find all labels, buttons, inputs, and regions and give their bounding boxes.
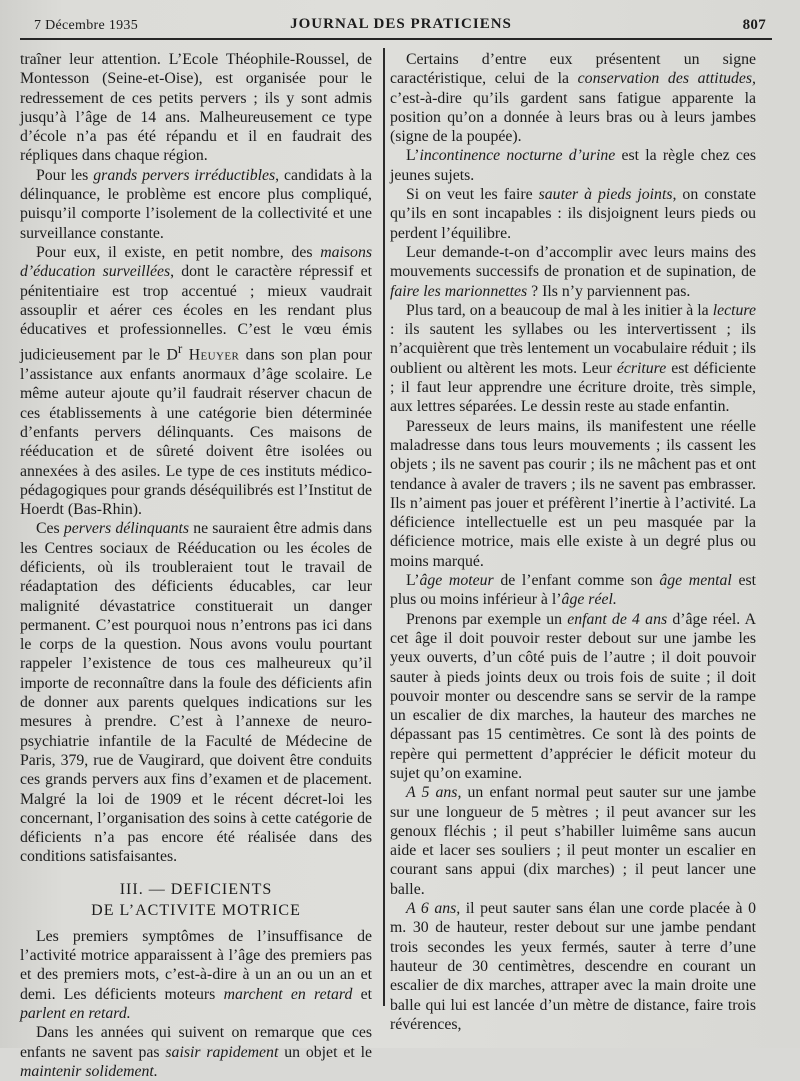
header-rule bbox=[20, 38, 772, 40]
paragraph: Pour eux, il existe, en petit nombre, des maisons d’éducation surveillées, dont le caractère répressif et pénitentiaire est trop accentué ; mieux vaudrait assouplir et aérer ces écoles en les rendant plus éducatives et professionnelles. C’est le vœu émis judicieusement par le $D^r$ Heuyer dans son plan pour l’assistance aux enfants anormaux d’âge scolaire. Le même auteur ajoute qu’il faudrait réserver chacun de ces établissements à une catégorie bien déterminée d’enfants pervers délinquants. Ces maisons de rééducation et de sûreté doivent être isolées ou annexées à des asiles. Le type de ces instituts médico-pédagogiques pour grands déséquilibrés est l’Institut de Hoerdt (Bas-Rhin). bbox=[20, 243, 372, 519]
paragraph: L’âge moteur de l’enfant comme son âge mental est plus ou moins inférieur à l’âge réel. bbox=[390, 572, 756, 609]
column-divider bbox=[383, 48, 385, 1006]
page-header bbox=[30, 10, 772, 40]
right-column bbox=[390, 50, 757, 1033]
paragraph: A 6 ans, il peut sauter sans élan une corde placée à 0 m. 30 de hauteur, rester debout sur une jambe pendant trois secondes les yeux fermés, sauter à terre d’une hauteur de 30 centimètres, descendre en courant un escalier de dix marches, attraper avec la main droite une balle qui lui est lancée d’un mètre de distance, faire trois révérences, bbox=[390, 900, 756, 1033]
journal-title: JOURNAL DES PRATICIENS bbox=[290, 16, 512, 32]
paragraph: Dans les années qui suivent on remarque que ces enfants ne savent pas saisir rapidement un objet et le maintenir solidement. bbox=[20, 1024, 372, 1080]
left-column bbox=[20, 50, 372, 1080]
paragraph: L’incontinence nocturne d’urine est la règle chez ces jeunes sujets. bbox=[390, 147, 756, 184]
paragraph: Pour les grands pervers irréductibles, candidats à la délinquance, le problème est encore plus compliqué, puisqu’il comporte l’isolement de la collectivité et une surveillance constante. bbox=[20, 166, 372, 242]
paragraph: Leur demande-t-on d’accomplir avec leurs mains des mouvements successifs de pronation et de supination, de faire les marionnettes ? Ils n’y parviennent pas. bbox=[390, 243, 756, 300]
paragraph: Ces pervers délinquants ne sauraient être admis dans les Centres sociaux de Rééducation ou les écoles de déficients, où ils troubleraient tout le travail de réadaptation des déficients éducables, car leur malignité dévastatrice constituerait un danger permanent. C’est pourquoi nous n’entrons pas ici dans le corps de la question. Nous avons voulu pourtant rappeler l’existence de tous ces malheureux qu’il importe de reconnaître dans la foule des déficients afin de donner aux parents quelques indications sur les mesures à prendre. C’est à l’annexe de neuro-psychiatrie infantile de la Faculté de Médecine de Paris, 379, rue de Vaugirard, que doivent être conduits ces grands pervers aux fins d’examen et de placement. Malgré la loi de 1909 et le récent décret-loi les concernant, l’organisation des soins à cette catégorie de déficients n’a pas encore été réalisée dans des conditions satisfaisantes. bbox=[20, 520, 372, 866]
paragraph: A 5 ans, un enfant normal peut sauter sur une jambe sur une longueur de 5 mètres ; il peut avancer sur les genoux fléchis ; il peut s’habiller luimême sans aucun aide et lacer ses souliers ; il peut monter un escalier en courant sans appui (dix marches) ; il peut lancer une balle. bbox=[390, 784, 757, 898]
paragraph: Plus tard, on a beaucoup de mal à les initier à la lecture : ils sautent les syllabes ou les intervertissent ; ils n’acquièrent que très lentement un vocabulaire réduit ; ils oublient ou altèrent les mots. Leur écriture est déficiente ; il faut leur apprendre une écriture droite, très simple, aux lettres séparées. Le dessin reste au stade enfantin. bbox=[390, 301, 756, 416]
paragraph: Prenons par exemple un enfant de 4 ans d’âge réel. A cet âge il doit pouvoir rester debout sur une jambe les yeux ouverts, d’un côté puis de l’autre ; il doit pouvoir sauter à pieds joints deux ou trois fois de suite ; il doit pouvoir monter ou descendre sans se servir de la rampe un escalier de dix marches, la hauteur des marches ne dépassant pas 15 centimètres. Ce sont là des points de repère qui permettent d’apprécier le déficit moteur du sujet qu’on examine. bbox=[390, 610, 757, 782]
page-number: 807 bbox=[742, 17, 766, 33]
issue-date: 7 Décembre 1935 bbox=[34, 18, 139, 33]
section-heading: III. — DEFICIENTS DE L’ACTIVITE MOTRICE bbox=[91, 880, 301, 919]
paragraph: Si on veut les faire sauter à pieds joints, on constate qu’ils en sont incapables : ils disjoignent leurs pieds ou perdent l’équilibre. bbox=[390, 186, 756, 242]
paragraph: Certains d’entre eux présentent un signe caractéristique, celui de la conservation des attitudes, c’est-à-dire qu’ils gardent sans fatigue apparente la position qu’on a donnée à leurs bras ou à leurs jambes (signe de la poupée). bbox=[390, 51, 756, 146]
author-name: Heuyer bbox=[188, 346, 240, 364]
paragraph: Les premiers symptômes de l’insuffisance de l’activité motrice apparaissent à l’âge des premiers pas et des premiers mots, c’est-à-dire à un an ou un an et demi. Les déficients moteurs marchent en retard et parlent en retard. bbox=[20, 927, 372, 1022]
paragraph: Paresseux de leurs mains, ils manifestent une réelle maladresse dans tous leurs mouvements ; ils cassent les objets ; ils ne savent pas courir ; ils ne mâchent pas et ont tendance à avaler de travers ; ils ne savent pas embrasser. Ils n’aiment pas jouer et préfèrent l’inertie à l’activité. La déficience intellectuelle est un peu masquée par la déficience motrice, mais elle existe à un degré plus ou moins marqué. bbox=[390, 417, 756, 570]
paragraph: traîner leur attention. L’Ecole Théophile-Roussel, de Montesson (Seine-et-Oise), est organisée pour le redressement de ces petits pervers ; ils y sont admis jusqu’à l’âge de 14 ans. Malheureusement ce type d’école n’a pas été répandu et il en faudrait des répliques dans chaque région. bbox=[20, 51, 372, 165]
